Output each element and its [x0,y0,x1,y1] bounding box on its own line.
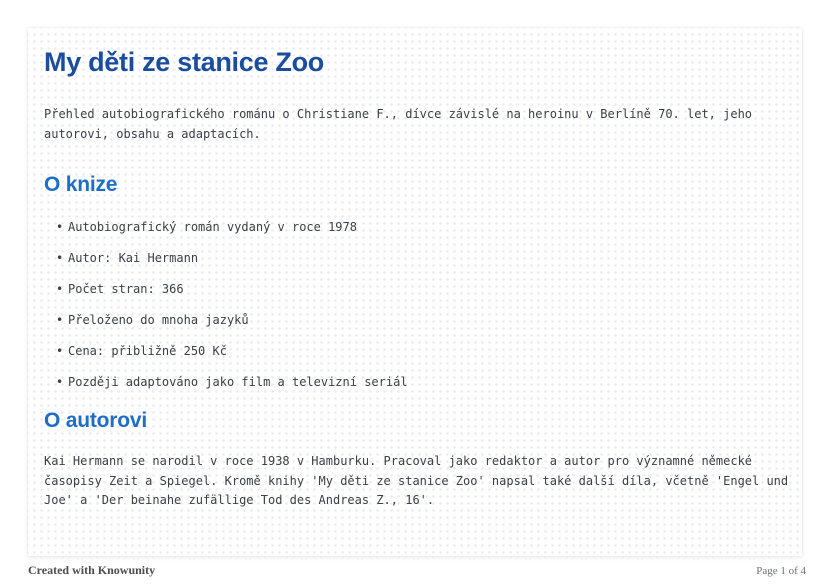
document-card [28,28,802,556]
author-paragraph: Kai Hermann se narodil v roce 1938 v Hamburku. Pracoval jako redaktor a autor pro významné německé časopisy Zeit a Spiegel. Kromě knihy 'My děti ze stanice Zoo' napsal také další díla, včetně 'Engel und Joe' a 'Der beinahe zufällige Tod des Andreas Z., 16'. [44,454,789,507]
list-item: • Počet stran: 366 [44,280,792,299]
created-with-label: Created with Knowunity [28,563,156,577]
list-item: • Přeloženo do mnoha jazyků [44,311,792,330]
list-item: • Autor: Kai Hermann [44,249,792,268]
list-item: • Cena: přibližně 250 Kč [44,342,792,361]
section-heading-author: O autorovi [44,409,148,432]
section-heading-book: O knize [44,173,118,196]
list-item: • Autobiografický román vydaný v roce 1978 [44,218,792,237]
list-item: • Později adaptováno jako film a televizní seriál [44,373,792,392]
book-facts-list [44,218,792,392]
intro-paragraph: Přehled autobiografického románu o Christiane F., dívce závislé na heroinu v Berlíně 70. let, jeho autorovi, obsahu a adaptacích. [44,107,753,141]
page-footer [28,563,806,578]
page-number-label: Page 1 of 4 [756,565,806,577]
page-title: My děti ze stanice Zoo [44,47,324,77]
